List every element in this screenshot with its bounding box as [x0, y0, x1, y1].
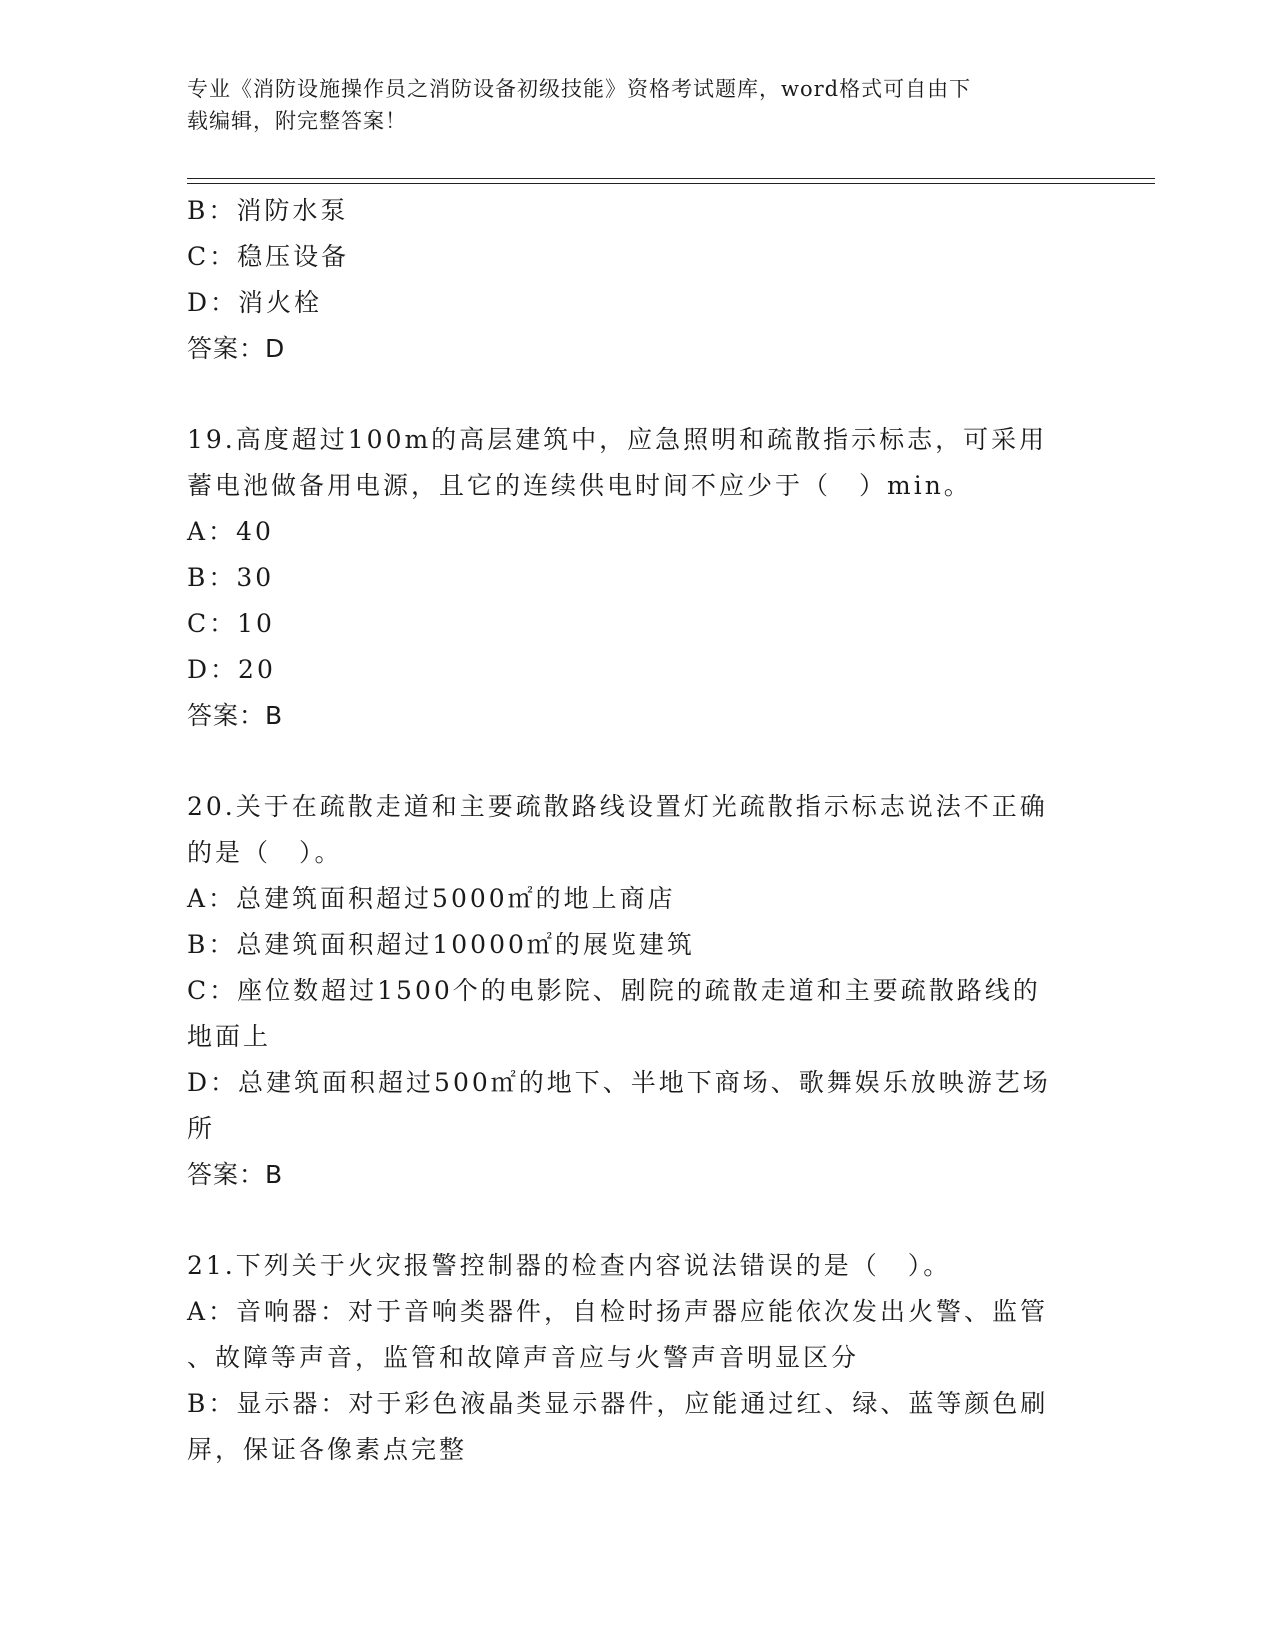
- option-b: B：显示器：对于彩色液晶类显示器件，应能通过红、绿、蓝等颜色刷: [187, 1389, 1049, 1418]
- option-b-continued: 屏，保证各像素点完整: [187, 1435, 468, 1464]
- option-a: A：40: [187, 517, 274, 546]
- question-20: [187, 784, 1087, 1198]
- option-a: A：总建筑面积超过5000㎡的地上商店: [187, 884, 676, 913]
- question-content: [187, 188, 1087, 1473]
- question-stem-line: 的是（ ）。: [187, 838, 343, 867]
- header-divider-bottom: [187, 183, 1155, 184]
- document-header: [187, 73, 1067, 137]
- question-21: [187, 1243, 1087, 1473]
- question-stem-line: 19.高度超过100m的高层建筑中，应急照明和疏散指示标志，可采用: [187, 425, 1048, 454]
- spacer: [187, 739, 1087, 784]
- option-b: B：30: [187, 563, 275, 592]
- option-a-continued: 、故障等声音，监管和故障声音应与火警声音明显区分: [187, 1343, 860, 1372]
- option-d: D：总建筑面积超过500㎡的地下、半地下商场、歌舞娱乐放映游艺场: [187, 1068, 1051, 1097]
- spacer: [187, 1198, 1087, 1243]
- option-c: C：座位数超过1500个的电影院、剧院的疏散走道和主要疏散路线的: [187, 976, 1041, 1005]
- question-19: [187, 417, 1087, 739]
- question-stem-line: 20.关于在疏散走道和主要疏散路线设置灯光疏散指示标志说法不正确: [187, 792, 1048, 821]
- option-d-continued: 所: [187, 1114, 216, 1143]
- option-c: C：稳压设备: [187, 242, 350, 271]
- option-c: C：10: [187, 609, 275, 638]
- header-divider-top: [187, 178, 1155, 179]
- option-d: D：20: [187, 655, 276, 684]
- option-a: A：音响器：对于音响类器件，自检时扬声器应能依次发出火警、监管: [187, 1297, 1049, 1326]
- question-stem-line: 蓄电池做备用电源，且它的连续供电时间不应少于（ ）min。: [187, 471, 972, 500]
- header-line-2: 载编辑，附完整答案！: [187, 109, 407, 133]
- answer-line: 答案：B: [187, 701, 284, 730]
- question-stem-line: 21.下列关于火灾报警控制器的检查内容说法错误的是（ ）。: [187, 1251, 952, 1280]
- option-b: B：消防水泵: [187, 196, 349, 225]
- option-c-continued: 地面上: [187, 1022, 272, 1051]
- answer-line: 答案：D: [187, 334, 286, 363]
- answer-line: 答案：B: [187, 1160, 284, 1189]
- spacer: [187, 372, 1087, 417]
- header-line-1: 专业《消防设施操作员之消防设备初级技能》资格考试题库，word格式可自由下: [187, 77, 972, 101]
- option-b: B：总建筑面积超过10000㎡的展览建筑: [187, 930, 695, 959]
- option-d: D：消火栓: [187, 288, 323, 317]
- question-18-tail: [187, 188, 1087, 372]
